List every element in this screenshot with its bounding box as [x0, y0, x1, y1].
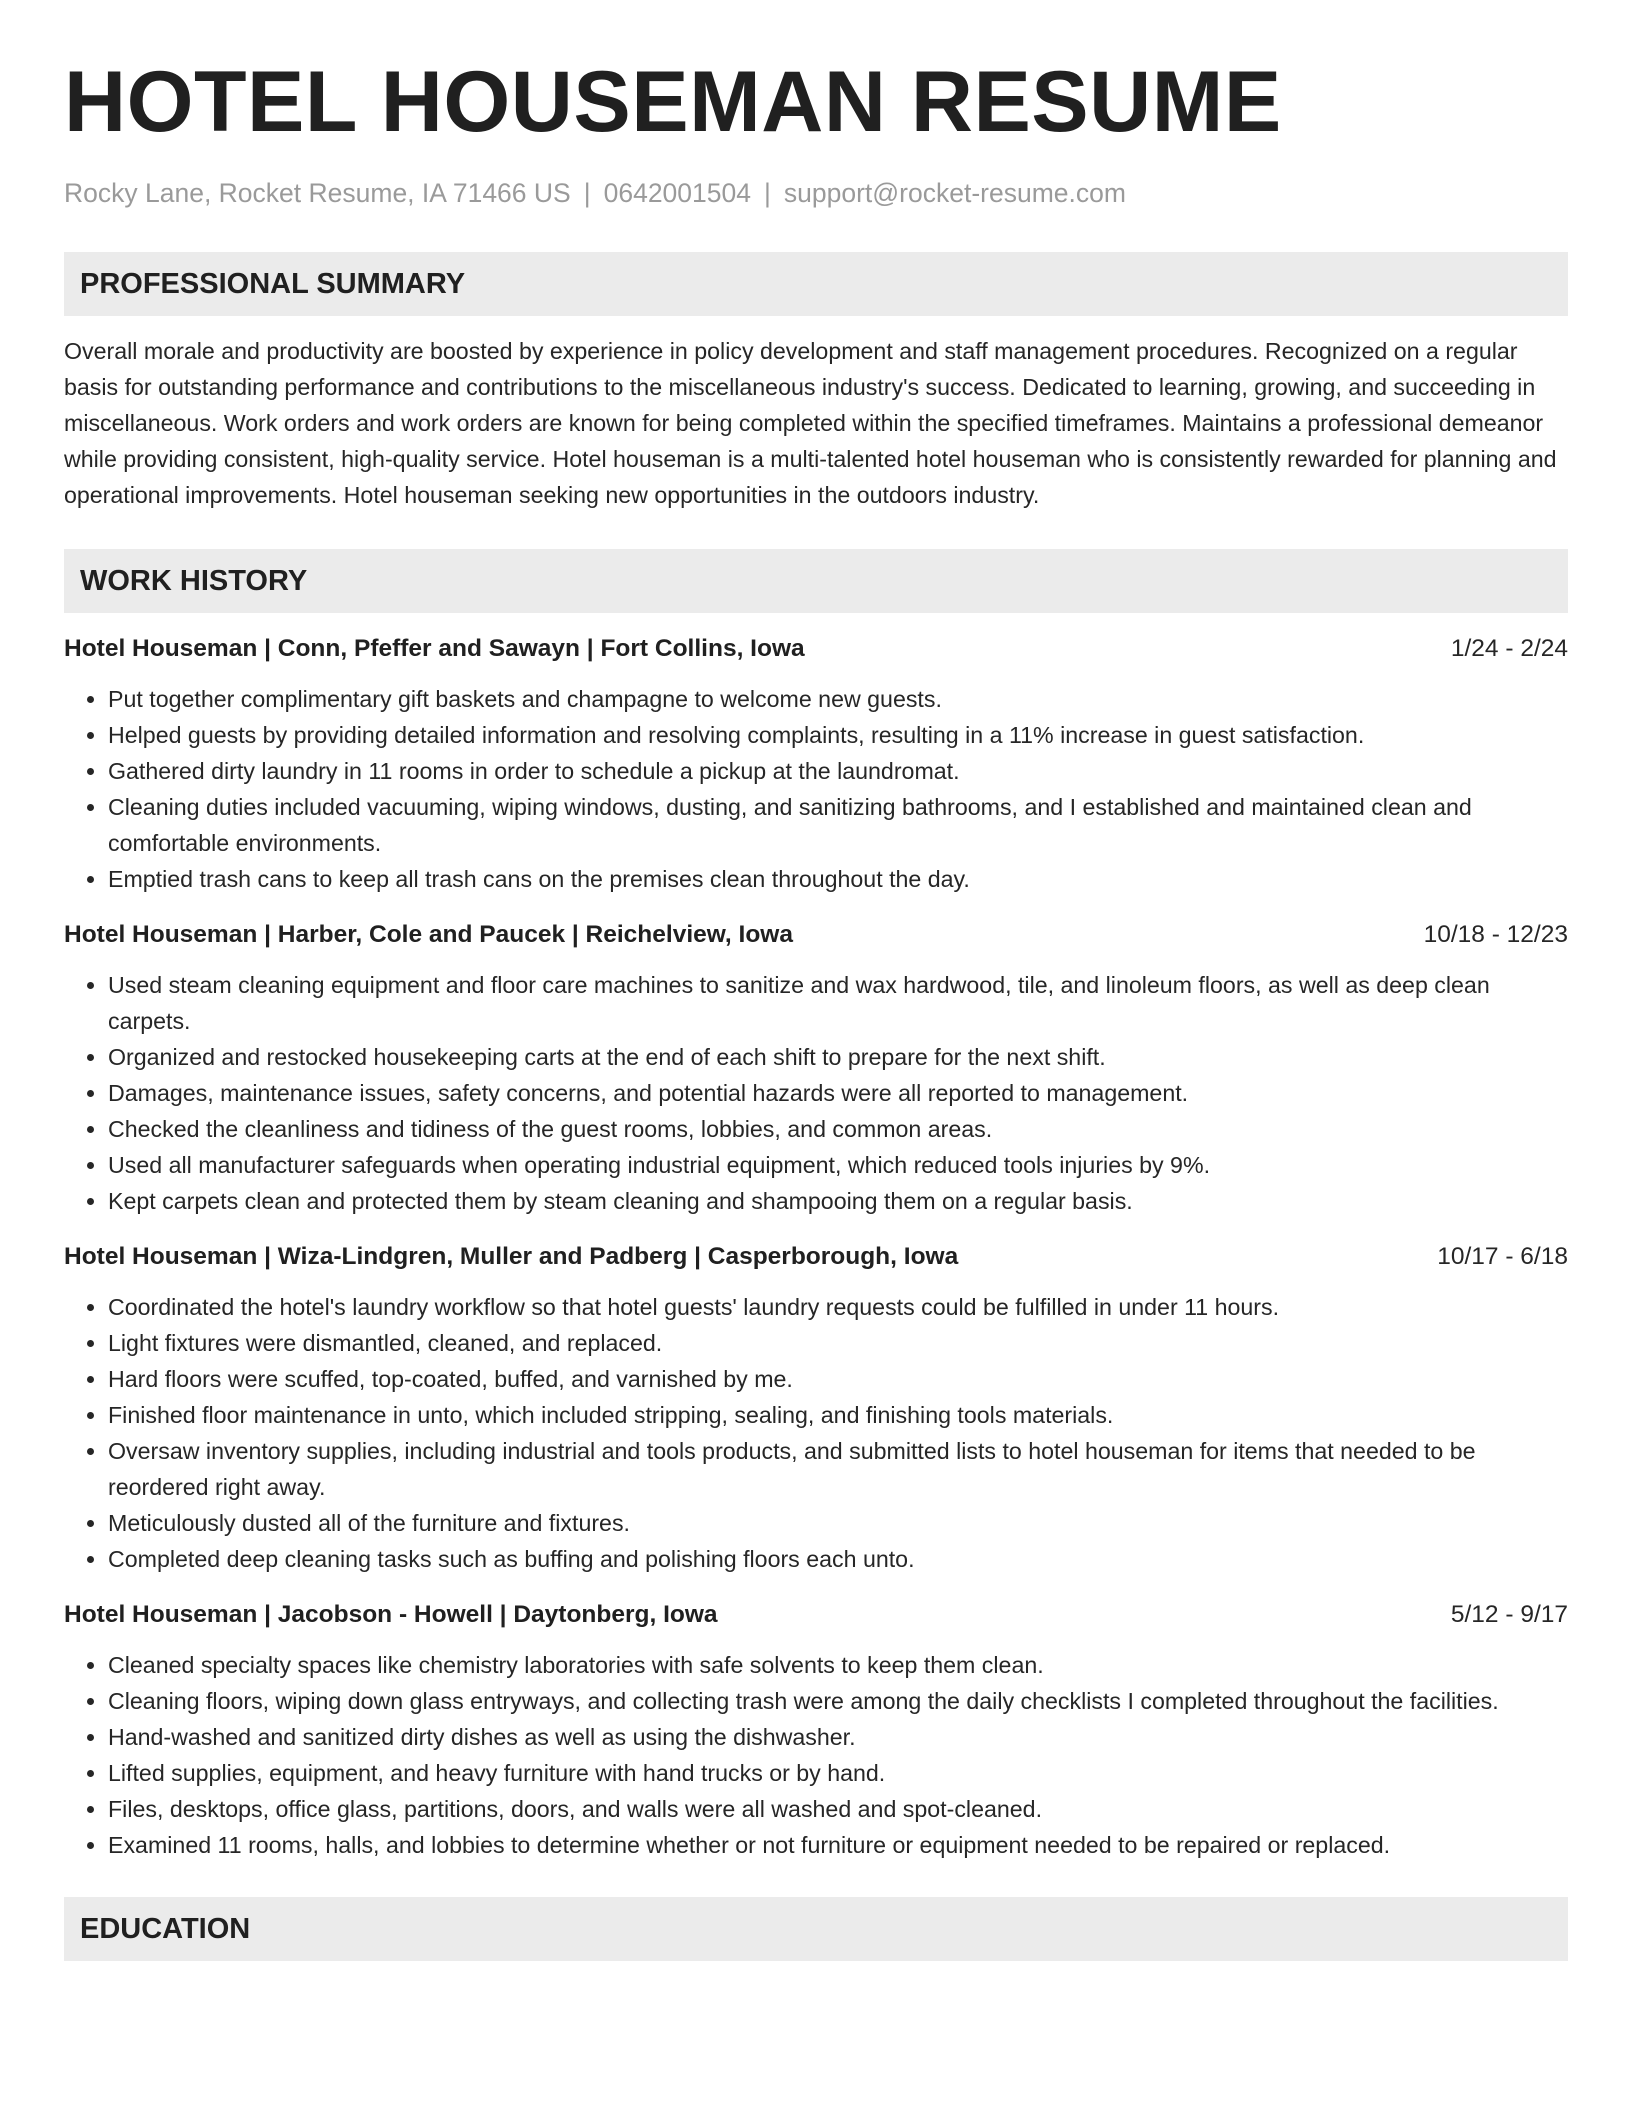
job-bullet: • Used all manufacturer safeguards when operating industrial equipment, which reduced tools injuries by 9%. — [108, 1147, 1568, 1183]
job-header — [64, 1597, 1568, 1633]
contact-address: Rocky Lane, Rocket Resume, IA 71466 US — [64, 178, 571, 208]
job-bullet: • Hand-washed and sanitized dirty dishes as well as using the dishwasher. — [108, 1719, 1568, 1755]
contact-phone: 0642001504 — [603, 178, 751, 208]
job-bullet-list — [64, 681, 1568, 897]
job-heading: Hotel Houseman | Jacobson - Howell | Daytonberg, Iowa — [64, 1601, 718, 1628]
contact-separator: | — [583, 178, 591, 208]
section-header-education: EDUCATION — [64, 1897, 1568, 1961]
job-bullet: • Examined 11 rooms, halls, and lobbies to determine whether or not furniture or equipment needed to be repaired or replaced. — [108, 1827, 1568, 1863]
job-entry — [64, 917, 1568, 1219]
job-bullet: • Meticulously dusted all of the furniture and fixtures. — [108, 1505, 1568, 1541]
job-bullet: • Finished floor maintenance in unto, which included stripping, sealing, and finishing tools materials. — [108, 1397, 1568, 1433]
job-header — [64, 1239, 1568, 1275]
job-bullet: • Checked the cleanliness and tidiness of the guest rooms, lobbies, and common areas. — [108, 1111, 1568, 1147]
job-dates: 5/12 - 9/17 — [1450, 1601, 1568, 1628]
job-dates: 10/17 - 6/18 — [1437, 1243, 1568, 1270]
job-bullet: • Cleaning floors, wiping down glass entryways, and collecting trash were among the daily checklists I completed throughout the facilities. — [108, 1683, 1568, 1719]
contact-email: support@rocket-resume.com — [783, 178, 1126, 208]
job-entry — [64, 1597, 1568, 1863]
job-dates: 10/18 - 12/23 — [1423, 921, 1568, 948]
job-bullet: • Hard floors were scuffed, top-coated, buffed, and varnished by me. — [108, 1361, 1568, 1397]
job-heading: Hotel Houseman | Harber, Cole and Paucek | Reichelview, Iowa — [64, 921, 793, 948]
job-heading: Hotel Houseman | Conn, Pfeffer and Sawayn | Fort Collins, Iowa — [64, 635, 805, 662]
job-bullet: • Light fixtures were dismantled, cleaned, and replaced. — [108, 1325, 1568, 1361]
job-heading: Hotel Houseman | Wiza-Lindgren, Muller and Padberg | Casperborough, Iowa — [64, 1243, 959, 1270]
job-bullet-list — [64, 1647, 1568, 1863]
summary-paragraph: Overall morale and productivity are boosted by experience in policy development and staff management procedures. Recognized on a regular basis for outstanding performance and contributions to the miscellaneous industry's success. Dedicated to learning, growing, and succeeding in miscellaneous. Work orders and work orders are known for being completed within the specified timeframes. Maintains a professional demeanor while providing consistent, high-quality service. Hotel houseman is a multi-talented hotel houseman who is consistently rewarded for planning and operational improvements. Hotel houseman seeking new opportunities in the outdoors industry. — [64, 338, 1557, 508]
job-bullet: • Cleaning duties included vacuuming, wiping windows, dusting, and sanitizing bathrooms, and I established and maintained clean and comfortable environments. — [108, 789, 1568, 861]
job-bullet: • Completed deep cleaning tasks such as buffing and polishing floors each unto. — [108, 1541, 1568, 1577]
section-header-professional-summary: PROFESSIONAL SUMMARY — [64, 252, 1568, 316]
job-dates: 1/24 - 2/24 — [1450, 635, 1568, 662]
contact-line — [64, 176, 1568, 210]
job-header — [64, 631, 1568, 667]
job-bullet: • Organized and restocked housekeeping carts at the end of each shift to prepare for the next shift. — [108, 1039, 1568, 1075]
job-bullet: • Gathered dirty laundry in 11 rooms in order to schedule a pickup at the laundromat. — [108, 753, 1568, 789]
contact-separator: | — [764, 178, 771, 208]
job-bullet-list — [64, 1289, 1568, 1577]
job-bullet: • Damages, maintenance issues, safety concerns, and potential hazards were all reported to management. — [108, 1075, 1568, 1111]
job-bullet: • Cleaned specialty spaces like chemistry laboratories with safe solvents to keep them clean. — [108, 1647, 1568, 1683]
job-bullet: • Files, desktops, office glass, partitions, doors, and walls were all washed and spot-cleaned. — [108, 1791, 1568, 1827]
job-bullet: • Helped guests by providing detailed information and resolving complaints, resulting in a 11% increase in guest satisfaction. — [108, 717, 1568, 753]
job-header — [64, 917, 1568, 953]
job-bullet: • Lifted supplies, equipment, and heavy furniture with hand trucks or by hand. — [108, 1755, 1568, 1791]
job-bullet-list — [64, 967, 1568, 1219]
resume-title: HOTEL HOUSEMAN RESUME — [64, 54, 1282, 150]
job-bullet: • Kept carpets clean and protected them by steam cleaning and shampooing them on a regular basis. — [108, 1183, 1568, 1219]
job-bullet: • Oversaw inventory supplies, including industrial and tools products, and submitted lists to hotel houseman for items that needed to be reordered right away. — [108, 1433, 1568, 1505]
job-bullet: • Coordinated the hotel's laundry workflow so that hotel guests' laundry requests could be fulfilled in under 11 hours. — [108, 1289, 1568, 1325]
job-entry — [64, 631, 1568, 897]
section-header-work-history: WORK HISTORY — [64, 549, 1568, 613]
job-bullet: • Put together complimentary gift baskets and champagne to welcome new guests. — [108, 681, 1568, 717]
job-bullet: • Emptied trash cans to keep all trash cans on the premises clean throughout the day. — [108, 861, 1568, 897]
job-entry — [64, 1239, 1568, 1577]
job-bullet: • Used steam cleaning equipment and floor care machines to sanitize and wax hardwood, tile, and linoleum floors, as well as deep clean carpets. — [108, 967, 1568, 1039]
